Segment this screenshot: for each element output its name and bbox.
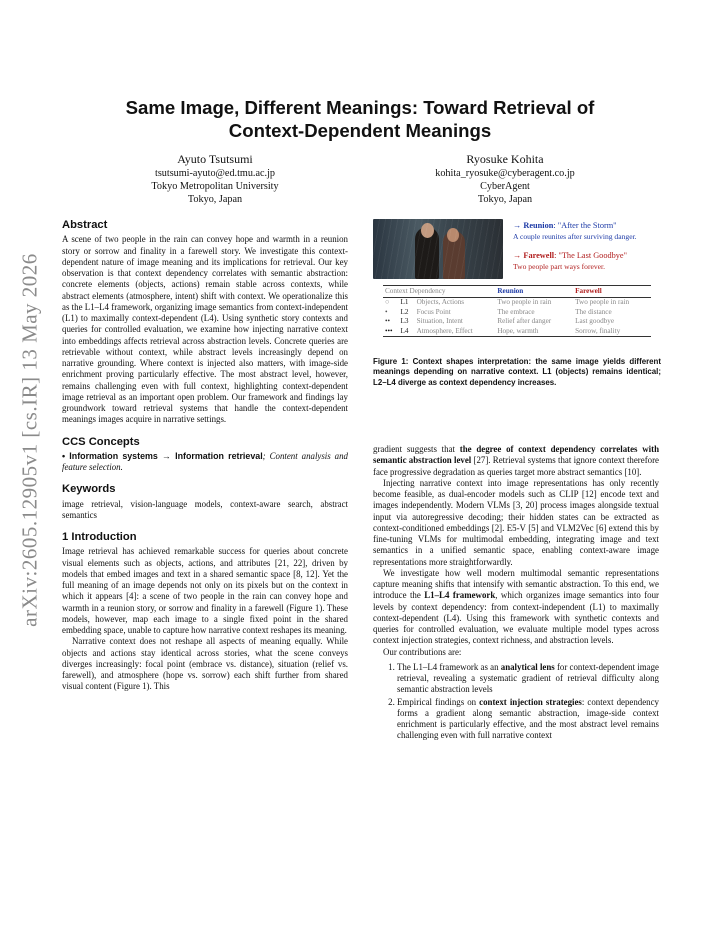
col-header-context: Context Dependency bbox=[383, 286, 495, 298]
farewell-desc: Two people part ways forever. bbox=[513, 262, 606, 271]
reunion-cell: Hope, warmth bbox=[495, 327, 573, 337]
farewell-cell: The distance bbox=[575, 307, 612, 316]
context-table bbox=[383, 285, 651, 337]
col-header-reunion: Reunion bbox=[495, 286, 573, 298]
author-email: tsutsumi-ayuto@ed.tmu.ac.jp bbox=[154, 168, 275, 179]
table-row bbox=[383, 298, 651, 308]
farewell-label: → Farewell bbox=[513, 251, 555, 260]
author-name: Ayuto Tsutsumi bbox=[177, 152, 253, 166]
intro-paragraph-2: Narrative context does not reshape all aspects of meaning equally. While objects and actions stay identical across stories, what the scene conveys diverges increasingly: focal point (embrace vs. distance), situation (relief vs. farewell), and atmosphere (hope vs. sorrow) each shift further from shared visual content (Figure 1). This bbox=[62, 636, 348, 692]
reunion-title: : "After the Storm" bbox=[553, 221, 617, 230]
emphasis-text: the degree of context dependency correlates with semantic abstraction level bbox=[373, 444, 660, 466]
intro-heading: 1 Introduction bbox=[62, 531, 137, 543]
reunion-desc: A couple reunites after surviving danger. bbox=[513, 232, 637, 241]
intro-paragraph-1: Image retrieval has achieved remarkable success for queries about concrete visual elements such as objects, actions, and attributes [21, 22], driven by models that embed images and text in a shared semantic space [8, 12]. Yet the full meaning of an image depends not only on its pixels but on the context in which it appears [4]: a scene of two people in the rain can convey hope and warmth in a reunion story, or sorrow and finality in a farewell (Figure 1). These models, however, map each image to a single fixed point in the shared embedding space, unable to capture how narrative context reshapes its meaning. bbox=[62, 546, 348, 635]
intro-paragraph-5: We investigate how well modern multimodal semantic representations capture meaning shifts that intensify with semantic abstraction. To this end, we introduce the L1–L4 framework, which organizes image semantics into four levels by context dependency: from context-independent (L1) to maximally context-dependent (L4). Using this framework with synthetic contexts and queries for controlled evaluation, we evaluate multiple model types across context injection strategies, context richness, and abstraction levels. bbox=[373, 567, 660, 646]
aspect-cell: Focus Point bbox=[416, 307, 451, 316]
author-affiliation: Tokyo Metropolitan University bbox=[151, 181, 279, 193]
table-row bbox=[383, 308, 651, 317]
rain-scene-image bbox=[373, 219, 503, 279]
level-cell: L4 bbox=[399, 327, 415, 337]
level-cell: L3 bbox=[400, 317, 409, 326]
reunion-cell: Two people in rain bbox=[497, 298, 552, 307]
dependency-dots: •• bbox=[385, 317, 391, 326]
keywords-text: image retrieval, vision-language models, context-aware search, abstract semantics bbox=[62, 498, 348, 520]
farewell-cell: Two people in rain bbox=[575, 298, 630, 307]
dependency-dots: • bbox=[385, 307, 388, 316]
contributions-list bbox=[373, 662, 659, 742]
aspect-cell: Situation, Intent bbox=[416, 317, 463, 326]
emphasis-text: L1–L4 framework bbox=[424, 590, 496, 601]
paper-title bbox=[70, 96, 650, 142]
abstract-text: A scene of two people in the rain can convey hope and warmth in a reunion story or sorrow and finality in a farewell story. We investigate this context-dependent nature of image meaning and its implications for retrieval. Our key observation is that context dependency correlates with semantic abstraction: concrete elements (objects, actions) remain stable across contexts, while abstract elements (atmosphere, intent) shift with context. We operationalize this as the L1–L4 framework, organizing image semantics from context-independent (L1) to maximally context-dependent (L4). Using synthetic story contexts and queries for controlled evaluation, we examine how injecting narrative context into embeddings affects retrieval across abstraction levels. Concrete queries are retrievable without context, while abstract levels increasingly depend on narrative grounding. Where context is injected also matters, with image-side enrichment proving particularly effective. The most abstract level, however, remains challenging even with full context, highlighting context-dependent image retrieval as an important open problem. Our framework and findings lay groundwork toward retrieval systems that handle the context-dependent meanings images acquire in narrative settings. bbox=[62, 234, 348, 425]
right-column bbox=[373, 444, 659, 743]
farewell-cell: Sorrow, finality bbox=[573, 327, 651, 337]
ccs-text bbox=[62, 451, 348, 474]
farewell-title: : "The Last Goodbye" bbox=[554, 251, 627, 260]
contributions-intro: Our contributions are: bbox=[383, 646, 462, 657]
author-block-1 bbox=[70, 152, 360, 207]
ccs-bold: • Information systems → Information retrieval bbox=[62, 450, 263, 461]
table-row bbox=[383, 327, 651, 337]
figure-caption: Figure 1: Context shapes interpretation: the same image yields different meanings depending on narrative context. L1 (objects) remains identical; L2–L4 diverge as context dependency increases. bbox=[373, 357, 661, 387]
keywords-heading: Keywords bbox=[62, 483, 116, 496]
author-location: Tokyo, Japan bbox=[187, 194, 243, 206]
dependency-dots: ••• bbox=[383, 327, 399, 337]
author-affiliation: CyberAgent bbox=[480, 181, 530, 193]
dependency-dots: ○ bbox=[385, 298, 390, 307]
abstract-heading: Abstract bbox=[62, 219, 108, 231]
author-location: Tokyo, Japan bbox=[477, 194, 533, 206]
title-line-1: Same Image, Different Meanings: Toward Retrieval of bbox=[125, 97, 595, 118]
level-cell: L1 bbox=[400, 298, 409, 307]
reunion-caption bbox=[513, 220, 637, 242]
author-email: kohita_ryosuke@cyberagent.co.jp bbox=[435, 168, 575, 179]
reunion-cell: The embrace bbox=[497, 307, 535, 316]
aspect-cell: Objects, Actions bbox=[416, 298, 465, 307]
emphasis-text: analytical lens bbox=[500, 661, 555, 672]
ccs-heading: CCS Concepts bbox=[62, 435, 140, 448]
farewell-cell: Last goodbye bbox=[575, 317, 615, 326]
farewell-caption bbox=[513, 250, 627, 272]
author-name: Ryosuke Kohita bbox=[466, 152, 544, 166]
list-item: 2. Empirical findings on context injection strategies: context dependency forms a gradient along semantic abstraction, image-side context enrichment is particularly effective, and the most abstract level remains challenging even with full narrative context bbox=[397, 697, 659, 742]
aspect-cell: Atmosphere, Effect bbox=[415, 327, 496, 337]
level-cell: L2 bbox=[400, 307, 409, 316]
emphasis-text: context injection strategies bbox=[479, 696, 582, 707]
author-block-2 bbox=[360, 152, 650, 207]
list-item: 1. The L1–L4 framework as an analytical lens for context-dependent image retrieval, revealing a systematic gradient of retrieval difficulty along semantic abstraction levels bbox=[397, 662, 659, 696]
intro-paragraph-3: gradient suggests that the degree of context dependency correlates with semantic abstraction level [27]. Retrieval systems that ignore context therefore face progressive degradation as queries target more abstract semantics [10]. bbox=[373, 444, 660, 477]
reunion-label: → Reunion bbox=[513, 221, 554, 230]
ccs-rest: ; Content analysis and feature selection. bbox=[62, 450, 348, 472]
table-row bbox=[383, 317, 651, 326]
col-header-farewell: Farewell bbox=[573, 286, 651, 298]
arxiv-watermark: arXiv:2605.12905v1 [cs.IR] 13 May 2026 bbox=[17, 253, 42, 627]
intro-paragraph-4: Injecting narrative context into image representations has only recently become feasible, as dual-encoder models such as CLIP [12] encode text and images independently. Modern VLMs [3, 20] process images alongside textual input via autoregressive decoding; their hidden states can be extracted as context-conditioned embeddings [2]. E5-V [5] and VLM2Vec [6] extend this by fine-tuning VLMs for multimodal embedding, integrating image and text semantics in a unified semantic space, enabling context-aware image representations more straightforwardly. bbox=[373, 477, 659, 567]
title-line-2: Context-Dependent Meanings bbox=[228, 120, 492, 141]
left-column bbox=[62, 220, 348, 693]
reunion-cell: Relief after danger bbox=[497, 317, 552, 326]
